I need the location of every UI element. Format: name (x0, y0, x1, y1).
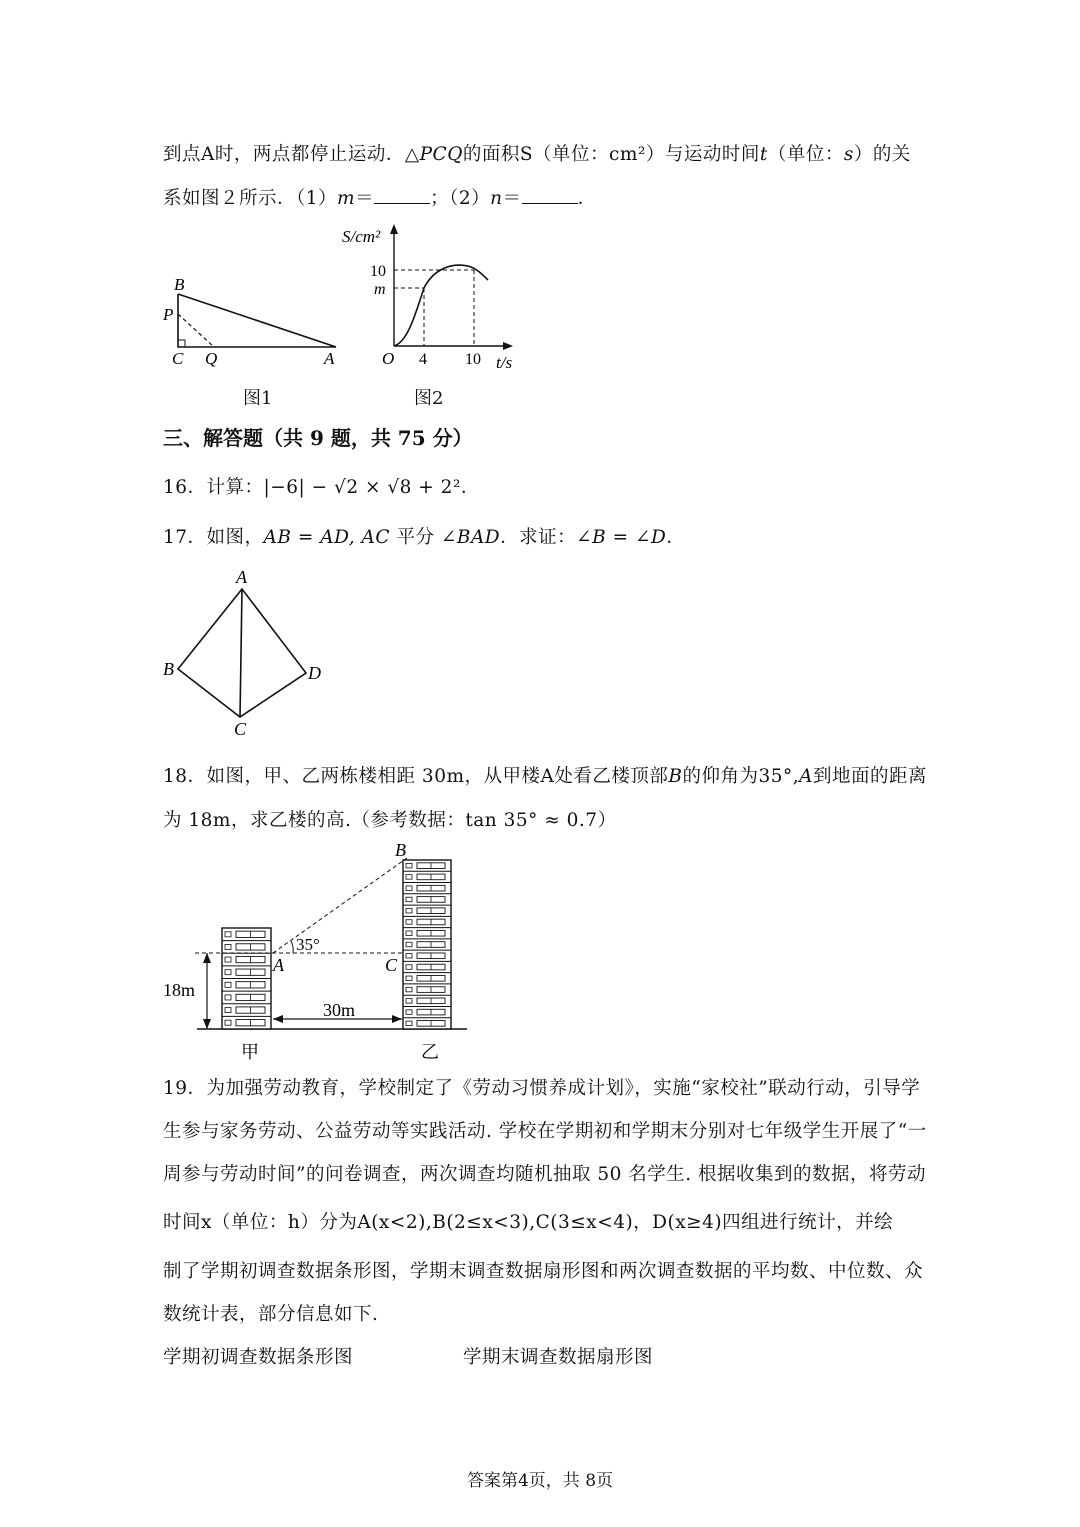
p15-var-t: t (759, 144, 768, 165)
p15-line-2 (163, 184, 597, 210)
figure-18-buildings (155, 838, 475, 1068)
answer-blank-n[interactable] (522, 189, 578, 204)
x-axis-label: t/s (496, 353, 513, 372)
label-b: B (395, 840, 406, 860)
tick-label-10-y: 10 (370, 263, 386, 280)
answer-blank-m[interactable] (374, 189, 430, 204)
x-axis-arrow (503, 342, 513, 350)
p18-point-b: B (668, 766, 683, 787)
p15-triangle-name: PCQ (419, 144, 463, 165)
p15-text: 到点A时，两点都停止运动．△ (163, 144, 420, 165)
label-a: A (324, 349, 335, 368)
building-yi (403, 860, 451, 1029)
label-p: P (163, 305, 174, 324)
p15-text: ；（2） (430, 188, 491, 209)
p17-condition: AB = AD, AC (263, 527, 391, 548)
p17-text: 17．如图， (163, 527, 264, 548)
page-footer: 答案第4页，共 8页 (466, 1471, 614, 1491)
p15-var-n: n (490, 188, 503, 209)
p15-text: （单位： (767, 144, 844, 165)
p15-line-1 (163, 140, 911, 166)
label-c: C (234, 719, 247, 739)
p19-line-4: 时间x（单位：h）分为A(x<2),B(2≤x<3),C(3≤x<4)，D(x≥4)四组进行统计，并绘 (163, 1212, 894, 1233)
tick-label-4: 4 (419, 351, 427, 368)
p17-angle-name: BAD (456, 527, 501, 548)
height-arrow-top (203, 953, 211, 963)
p18-text: 的仰角为35°, (682, 766, 800, 787)
label-b: B (174, 275, 185, 294)
p15-unit-s: s (843, 144, 854, 165)
p17-text: ．求证： (500, 527, 577, 548)
y-axis-label: S/cm² (342, 227, 381, 246)
angle-label: 35° (296, 935, 320, 954)
distance-arrow-left (273, 1015, 283, 1023)
p15-text: ）的关 (853, 144, 911, 165)
triangle-abc (178, 294, 336, 347)
label-q: Q (205, 349, 218, 368)
label-c: C (172, 349, 184, 368)
p17-text: ． (666, 527, 686, 548)
p18-line-2: 为 18m，求乙楼的高.（参考数据：tan 35° ≈ 0.7） (163, 810, 617, 831)
y-axis-arrow (390, 224, 398, 234)
bar-chart-title: 学期初调查数据条形图 (163, 1347, 354, 1368)
segment-pq (178, 314, 214, 347)
label-a: A (273, 955, 284, 975)
height-arrow-bottom (203, 1019, 211, 1029)
label-b: B (163, 659, 174, 679)
p15-text: ． (577, 188, 597, 209)
tick-label-10-x: 10 (465, 351, 481, 368)
segment-ac (240, 589, 242, 717)
problem-17 (163, 523, 685, 549)
p15-var-m: m (337, 188, 356, 209)
p19-line-5: 制了学期初调查数据条形图，学期末调查数据扇形图和两次调查数据的平均数、中位数、众 (163, 1261, 924, 1282)
origin-label: O (382, 349, 395, 368)
figure-2-caption: 图2 (414, 388, 444, 409)
p15-eq: ＝ (355, 188, 375, 209)
p18-text: 到地面的距离 (813, 766, 928, 787)
p18-point-a: A (799, 766, 814, 787)
right-angle-mark (178, 340, 185, 347)
height-label: 18m (163, 980, 196, 1000)
p18-line-1 (163, 762, 927, 788)
p19-line-1: 19．为加强劳动教育，学校制定了《劳动习惯养成计划》，实施“家校社”联动行动，引导学 (163, 1078, 921, 1099)
p19-line-3: 周参与劳动时间”的问卷调查，两次调查均随机抽取 50 名学生. 根据收集到的数据，将劳动 (163, 1164, 927, 1185)
angle-arc (291, 941, 293, 953)
elevation-sightline (273, 858, 407, 953)
label-c: C (385, 955, 398, 975)
figure-2-graph (336, 222, 536, 372)
p15-text: 系如图２所示．（1） (163, 188, 338, 209)
tick-label-m: m (374, 281, 386, 298)
p17-conclusion: ∠B = ∠D (576, 527, 667, 548)
label-a: A (236, 567, 247, 587)
figure-17-kite (160, 565, 340, 745)
distance-arrow-right (392, 1015, 402, 1023)
distance-label: 30m (323, 1000, 356, 1020)
pie-chart-title: 学期末调查数据扇形图 (463, 1347, 654, 1368)
p15-text: 的面积S（单位：cm²）与运动时间 (462, 144, 760, 165)
building-jia (222, 928, 271, 1029)
p15-eq: ＝ (502, 188, 522, 209)
figure-1-caption: 图1 (243, 388, 273, 409)
problem-16: 16．计算：|−6| − √2 × √8 + 2²． (163, 477, 480, 498)
label-d: D (308, 663, 321, 683)
p19-line-2: 生参与家务劳动、公益劳动等实践活动. 学校在学期初和学期末分别对七年级学生开展了“一 (163, 1121, 927, 1142)
p17-text: 平分 ∠ (390, 527, 457, 548)
section-heading: 三、解答题（共 9 题，共 75 分） (163, 426, 473, 450)
building-jia-label: 甲 (241, 1042, 259, 1062)
p18-text: 18．如图，甲、乙两栋楼相距 30m，从甲楼A处看乙楼顶部 (163, 766, 669, 787)
building-yi-label: 乙 (421, 1042, 439, 1062)
figure-1-triangle (150, 268, 360, 378)
p19-line-6: 数统计表，部分信息如下. (163, 1304, 379, 1325)
